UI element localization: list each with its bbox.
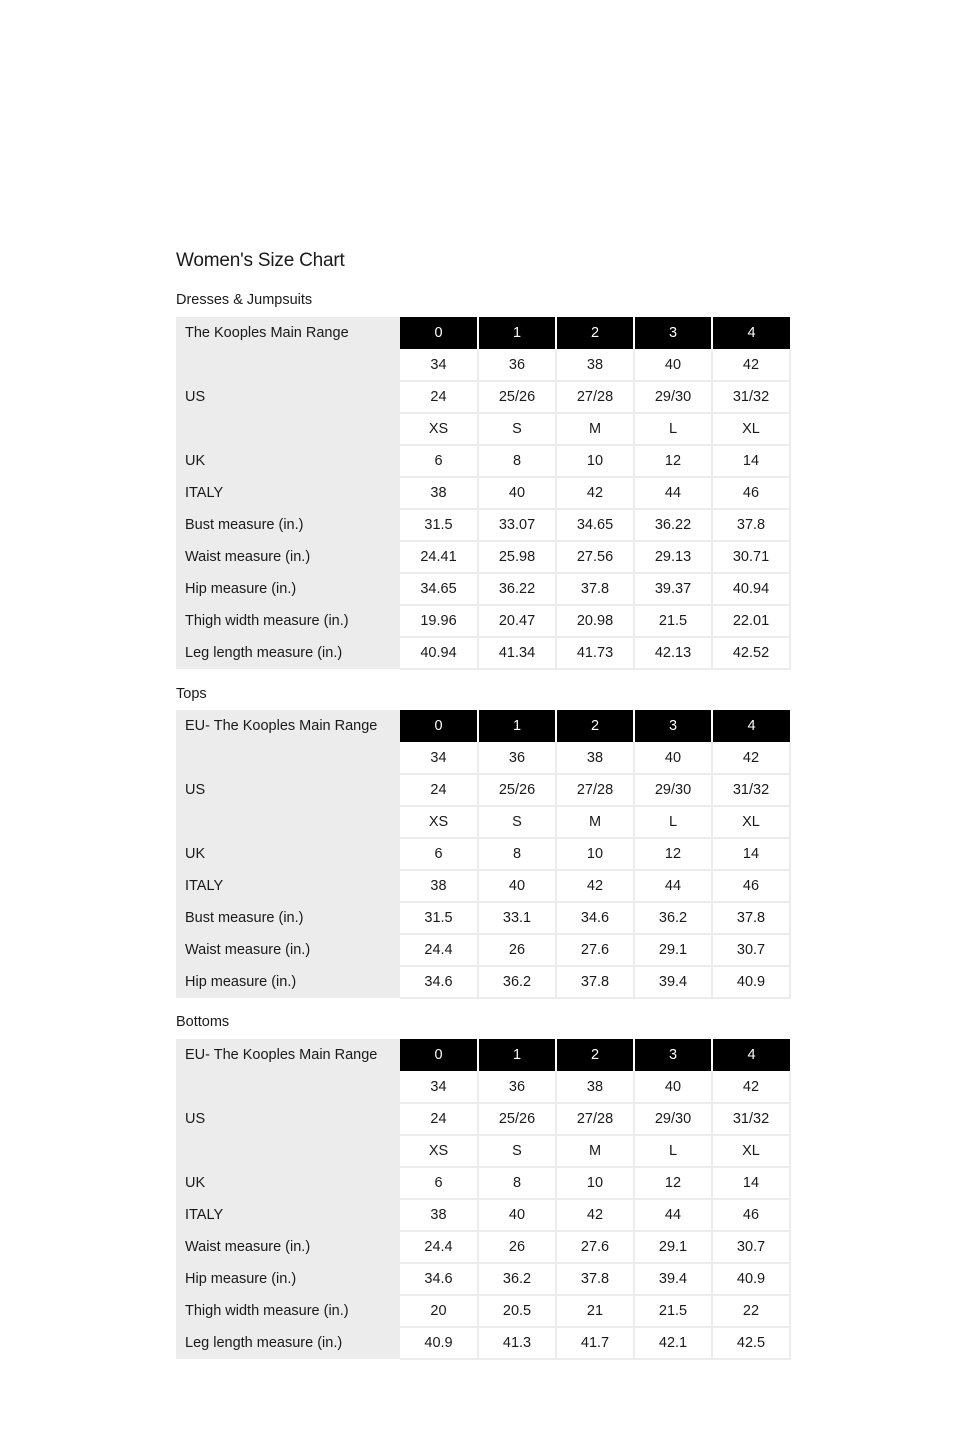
row-label: Hip measure (in.) — [176, 966, 400, 998]
table-cell: 21.5 — [634, 605, 712, 637]
row-label: Hip measure (in.) — [176, 1263, 400, 1295]
table-cell: 14 — [712, 838, 790, 870]
table-row — [176, 742, 790, 774]
table-cell: 27/28 — [556, 774, 634, 806]
section-title-dresses: Dresses & Jumpsuits — [176, 292, 313, 308]
table-cell: 6 — [400, 838, 478, 870]
table-row — [176, 413, 790, 445]
table-cell: 42 — [556, 477, 634, 509]
table-cell: S — [478, 1135, 556, 1167]
table-cell: 34 — [400, 1071, 478, 1103]
table-cell: 14 — [712, 445, 790, 477]
table-cell: 37.8 — [556, 966, 634, 998]
table-cell: XS — [400, 413, 478, 445]
table-cell: 34.6 — [556, 902, 634, 934]
table-cell: 8 — [478, 1167, 556, 1199]
table-header-row — [176, 1039, 790, 1071]
table-cell: 34.6 — [400, 1263, 478, 1295]
table-cell: 34.6 — [400, 966, 478, 998]
table-cell: 38 — [556, 1071, 634, 1103]
table-cell: 44 — [634, 1199, 712, 1231]
table-cell: XS — [400, 806, 478, 838]
range-label: EU- The Kooples Main Range — [176, 1039, 400, 1071]
table-cell: 38 — [556, 742, 634, 774]
table-cell: 42.5 — [712, 1327, 790, 1359]
size-header: 0 — [400, 317, 478, 349]
table-cell: 42 — [556, 1199, 634, 1231]
table-cell: 36.2 — [634, 902, 712, 934]
table-cell: 19.96 — [400, 605, 478, 637]
table-cell: 25/26 — [478, 774, 556, 806]
row-label: US — [176, 381, 400, 413]
section-title-tops: Tops — [176, 686, 207, 702]
table-cell: 20.98 — [556, 605, 634, 637]
table-cell: 31.5 — [400, 509, 478, 541]
row-label: ITALY — [176, 870, 400, 902]
table-cell: 36 — [478, 349, 556, 381]
table-row — [176, 934, 790, 966]
row-label: ITALY — [176, 1199, 400, 1231]
table-cell: 22.01 — [712, 605, 790, 637]
table-cell: 36 — [478, 1071, 556, 1103]
table-cell: 25.98 — [478, 541, 556, 573]
table-cell: 29/30 — [634, 1103, 712, 1135]
range-label: EU- The Kooples Main Range — [176, 710, 400, 742]
row-label: Hip measure (in.) — [176, 573, 400, 605]
section-title-bottoms: Bottoms — [176, 1014, 230, 1030]
size-header: 1 — [478, 317, 556, 349]
table-row — [176, 509, 790, 541]
row-label: Waist measure (in.) — [176, 1231, 400, 1263]
table-cell: 40.9 — [712, 1263, 790, 1295]
table-cell: 29.1 — [634, 934, 712, 966]
table-cell: 36.2 — [478, 1263, 556, 1295]
table-cell: 34.65 — [400, 573, 478, 605]
table-row — [176, 1167, 790, 1199]
table-cell: 39.4 — [634, 966, 712, 998]
table-row — [176, 1103, 790, 1135]
range-label: The Kooples Main Range — [176, 317, 400, 349]
table-cell: 40.9 — [712, 966, 790, 998]
table-cell: 37.8 — [712, 509, 790, 541]
table-cell: 44 — [634, 477, 712, 509]
table-cell: 38 — [400, 1199, 478, 1231]
table-row — [176, 1263, 790, 1295]
row-label — [176, 806, 400, 838]
table-cell: 40.94 — [712, 573, 790, 605]
table-cell: 27.56 — [556, 541, 634, 573]
size-header: 1 — [478, 710, 556, 742]
table-cell: 25/26 — [478, 1103, 556, 1135]
table-row — [176, 605, 790, 637]
table-cell: 40 — [478, 1199, 556, 1231]
table-cell: 27.6 — [556, 1231, 634, 1263]
table-cell: 40 — [634, 742, 712, 774]
table-cell: 46 — [712, 1199, 790, 1231]
row-label: Leg length measure (in.) — [176, 637, 400, 669]
table-row — [176, 381, 790, 413]
table-cell: 30.7 — [712, 1231, 790, 1263]
table-cell: 41.34 — [478, 637, 556, 669]
table-cell: 29.13 — [634, 541, 712, 573]
table-cell: 40 — [478, 477, 556, 509]
table-cell: 36.22 — [478, 573, 556, 605]
table-cell: 34 — [400, 742, 478, 774]
table-cell: S — [478, 413, 556, 445]
table-row — [176, 1135, 790, 1167]
table-cell: 42 — [556, 870, 634, 902]
table-cell: 42.13 — [634, 637, 712, 669]
table-cell: M — [556, 1135, 634, 1167]
table-row — [176, 637, 790, 669]
table-row — [176, 1327, 790, 1359]
table-row — [176, 445, 790, 477]
size-table-tops — [176, 710, 791, 999]
table-row — [176, 1231, 790, 1263]
row-label — [176, 1071, 400, 1103]
table-cell: 27.6 — [556, 934, 634, 966]
size-header: 4 — [712, 1039, 790, 1071]
size-header: 3 — [634, 317, 712, 349]
table-cell: 24.4 — [400, 934, 478, 966]
row-label: ITALY — [176, 477, 400, 509]
table-header-row — [176, 710, 790, 742]
table-cell: 12 — [634, 1167, 712, 1199]
row-label — [176, 349, 400, 381]
size-header: 1 — [478, 1039, 556, 1071]
table-cell: 24.4 — [400, 1231, 478, 1263]
table-cell: XL — [712, 413, 790, 445]
table-row — [176, 806, 790, 838]
table-cell: 6 — [400, 445, 478, 477]
table-cell: 21 — [556, 1295, 634, 1327]
table-row — [176, 573, 790, 605]
size-header: 4 — [712, 710, 790, 742]
table-cell: 36.22 — [634, 509, 712, 541]
row-label: US — [176, 1103, 400, 1135]
row-label: UK — [176, 1167, 400, 1199]
table-header-row — [176, 317, 790, 349]
table-cell: 20 — [400, 1295, 478, 1327]
table-cell: 41.73 — [556, 637, 634, 669]
row-label: US — [176, 774, 400, 806]
table-cell: 30.71 — [712, 541, 790, 573]
table-cell: 31/32 — [712, 1103, 790, 1135]
table-cell: 41.3 — [478, 1327, 556, 1359]
table-cell: 12 — [634, 838, 712, 870]
table-row — [176, 1199, 790, 1231]
table-cell: 41.7 — [556, 1327, 634, 1359]
size-header: 2 — [556, 317, 634, 349]
table-cell: 39.37 — [634, 573, 712, 605]
size-header: 3 — [634, 1039, 712, 1071]
size-header: 4 — [712, 317, 790, 349]
table-cell: 10 — [556, 838, 634, 870]
table-cell: M — [556, 413, 634, 445]
table-cell: XL — [712, 806, 790, 838]
table-cell: 24 — [400, 774, 478, 806]
table-cell: L — [634, 413, 712, 445]
table-cell: 37.8 — [556, 573, 634, 605]
table-cell: 42.52 — [712, 637, 790, 669]
table-cell: 22 — [712, 1295, 790, 1327]
table-cell: 38 — [400, 870, 478, 902]
table-cell: 46 — [712, 870, 790, 902]
table-cell: 33.1 — [478, 902, 556, 934]
table-cell: 42.1 — [634, 1327, 712, 1359]
table-cell: 24 — [400, 381, 478, 413]
table-cell: 30.7 — [712, 934, 790, 966]
row-label: UK — [176, 445, 400, 477]
table-cell: 27/28 — [556, 1103, 634, 1135]
table-row — [176, 541, 790, 573]
row-label: UK — [176, 838, 400, 870]
table-row — [176, 1295, 790, 1327]
table-cell: 29/30 — [634, 774, 712, 806]
table-cell: 40 — [478, 870, 556, 902]
table-row — [176, 870, 790, 902]
row-label: Bust measure (in.) — [176, 902, 400, 934]
size-header: 3 — [634, 710, 712, 742]
table-cell: 29/30 — [634, 381, 712, 413]
table-row — [176, 966, 790, 998]
table-cell: 26 — [478, 1231, 556, 1263]
table-row — [176, 838, 790, 870]
table-cell: 38 — [400, 477, 478, 509]
table-cell: 40 — [634, 349, 712, 381]
row-label: Waist measure (in.) — [176, 541, 400, 573]
table-cell: 42 — [712, 742, 790, 774]
table-row — [176, 902, 790, 934]
table-cell: 14 — [712, 1167, 790, 1199]
row-label: Leg length measure (in.) — [176, 1327, 400, 1359]
table-cell: S — [478, 806, 556, 838]
row-label: Thigh width measure (in.) — [176, 605, 400, 637]
table-cell: 44 — [634, 870, 712, 902]
table-cell: 34 — [400, 349, 478, 381]
page-title: Women's Size Chart — [176, 250, 345, 271]
table-cell: 26 — [478, 934, 556, 966]
table-cell: 24.41 — [400, 541, 478, 573]
row-label: Waist measure (in.) — [176, 934, 400, 966]
table-cell: 33.07 — [478, 509, 556, 541]
table-cell: 31/32 — [712, 774, 790, 806]
table-cell: 40.9 — [400, 1327, 478, 1359]
table-cell: 39.4 — [634, 1263, 712, 1295]
table-cell: 10 — [556, 1167, 634, 1199]
table-row — [176, 774, 790, 806]
table-cell: 31/32 — [712, 381, 790, 413]
row-label — [176, 1135, 400, 1167]
table-cell: 36.2 — [478, 966, 556, 998]
row-label: Bust measure (in.) — [176, 509, 400, 541]
table-cell: 10 — [556, 445, 634, 477]
table-cell: 20.47 — [478, 605, 556, 637]
table-cell: XL — [712, 1135, 790, 1167]
size-table-bottoms — [176, 1039, 791, 1360]
table-cell: 42 — [712, 1071, 790, 1103]
table-cell: 36 — [478, 742, 556, 774]
row-label — [176, 742, 400, 774]
table-cell: 24 — [400, 1103, 478, 1135]
table-cell: L — [634, 1135, 712, 1167]
table-cell: 21.5 — [634, 1295, 712, 1327]
table-cell: M — [556, 806, 634, 838]
table-cell: 46 — [712, 477, 790, 509]
table-cell: 40 — [634, 1071, 712, 1103]
table-cell: 37.8 — [712, 902, 790, 934]
table-cell: 8 — [478, 838, 556, 870]
table-cell: 25/26 — [478, 381, 556, 413]
size-table-dresses — [176, 317, 791, 670]
table-cell: 42 — [712, 349, 790, 381]
table-cell: L — [634, 806, 712, 838]
table-row — [176, 477, 790, 509]
table-cell: XS — [400, 1135, 478, 1167]
table-cell: 27/28 — [556, 381, 634, 413]
size-header: 2 — [556, 1039, 634, 1071]
table-cell: 40.94 — [400, 637, 478, 669]
table-cell: 12 — [634, 445, 712, 477]
table-cell: 8 — [478, 445, 556, 477]
table-cell: 34.65 — [556, 509, 634, 541]
table-cell: 37.8 — [556, 1263, 634, 1295]
table-cell: 29.1 — [634, 1231, 712, 1263]
size-header: 0 — [400, 1039, 478, 1071]
size-header: 0 — [400, 710, 478, 742]
table-cell: 38 — [556, 349, 634, 381]
size-header: 2 — [556, 710, 634, 742]
row-label: Thigh width measure (in.) — [176, 1295, 400, 1327]
table-cell: 6 — [400, 1167, 478, 1199]
table-cell: 20.5 — [478, 1295, 556, 1327]
table-row — [176, 349, 790, 381]
row-label — [176, 413, 400, 445]
table-row — [176, 1071, 790, 1103]
table-cell: 31.5 — [400, 902, 478, 934]
